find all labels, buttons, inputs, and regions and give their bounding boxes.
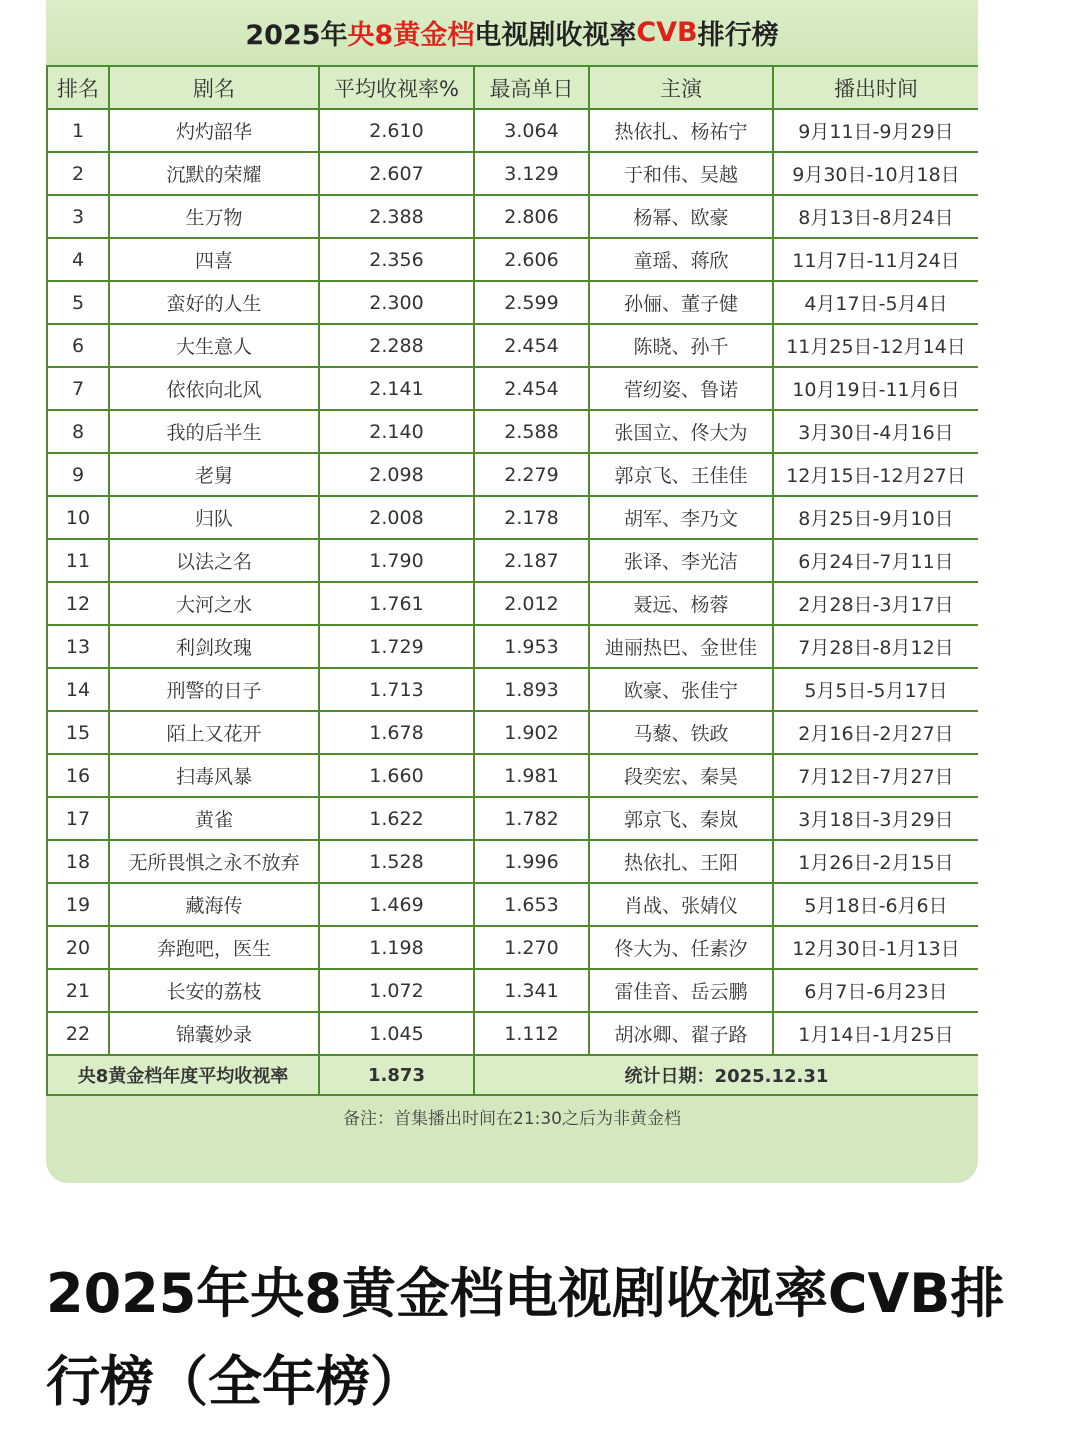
cell-cast: 陈晓、孙千 [589,324,773,367]
cell-title: 老舅 [109,453,319,496]
cell-peak-rating: 1.653 [474,883,589,926]
column-header: 平均收视率% [319,66,474,109]
cell-title: 利剑玫瑰 [109,625,319,668]
column-header: 排名 [47,66,109,109]
header-row [47,66,978,109]
cell-cast: 佟大为、任素汐 [589,926,773,969]
cell-air-dates: 12月15日-12月27日 [773,453,978,496]
cell-air-dates: 5月18日-6月6日 [773,883,978,926]
cell-cast: 童瑶、蒋欣 [589,238,773,281]
cell-title: 黄雀 [109,797,319,840]
cell-title: 长安的荔枝 [109,969,319,1012]
cell-title: 我的后半生 [109,410,319,453]
cell-peak-rating: 2.454 [474,367,589,410]
table-row [47,195,978,238]
cell-air-dates: 7月12日-7月27日 [773,754,978,797]
cell-air-dates: 1月14日-1月25日 [773,1012,978,1055]
post-heading: 2025年央8黄金档电视剧收视率CVB排行榜（全年榜） [46,1262,1005,1413]
cell-rank: 14 [47,668,109,711]
cell-air-dates: 9月30日-10月18日 [773,152,978,195]
cell-air-dates: 3月30日-4月16日 [773,410,978,453]
cell-peak-rating: 1.953 [474,625,589,668]
cell-rank: 1 [47,109,109,152]
cell-rank: 13 [47,625,109,668]
title-highlight: CVB [636,17,698,48]
cell-peak-rating: 2.599 [474,281,589,324]
cell-title: 蛮好的人生 [109,281,319,324]
cell-avg-rating: 1.678 [319,711,474,754]
cell-peak-rating: 1.341 [474,969,589,1012]
cell-air-dates: 6月24日-7月11日 [773,539,978,582]
table-row [47,324,978,367]
cell-title: 依依向北风 [109,367,319,410]
summary-date: 统计日期：2025.12.31 [474,1055,978,1095]
table-row [47,754,978,797]
cell-cast: 欧豪、张佳宁 [589,668,773,711]
cell-cast: 聂远、杨蓉 [589,582,773,625]
summary-label: 央8黄金档年度平均收视率 [47,1055,319,1095]
cell-air-dates: 2月28日-3月17日 [773,582,978,625]
summary-row [47,1055,978,1095]
cell-rank: 7 [47,367,109,410]
cell-title: 大河之水 [109,582,319,625]
cell-avg-rating: 1.072 [319,969,474,1012]
ratings-table [46,65,978,1096]
cell-peak-rating: 1.270 [474,926,589,969]
table-note: 备注：首集播出时间在21:30之后为非黄金档 [343,1108,681,1129]
table-title [46,0,978,65]
cell-peak-rating: 2.178 [474,496,589,539]
cell-cast: 张译、李光洁 [589,539,773,582]
cell-title: 奔跑吧，医生 [109,926,319,969]
cell-cast: 肖战、张婧仪 [589,883,773,926]
cell-title: 归队 [109,496,319,539]
cell-cast: 于和伟、吴越 [589,152,773,195]
cell-air-dates: 12月30日-1月13日 [773,926,978,969]
cell-rank: 22 [47,1012,109,1055]
title-part: 2025年 [245,20,348,51]
column-header: 主演 [589,66,773,109]
summary-value: 1.873 [319,1055,474,1095]
cell-cast: 菅纫姿、鲁诺 [589,367,773,410]
cell-peak-rating: 2.588 [474,410,589,453]
cell-avg-rating: 2.607 [319,152,474,195]
cell-rank: 16 [47,754,109,797]
cell-cast: 迪丽热巴、金世佳 [589,625,773,668]
cell-avg-rating: 1.790 [319,539,474,582]
cell-cast: 张国立、佟大为 [589,410,773,453]
cell-avg-rating: 1.660 [319,754,474,797]
cell-peak-rating: 2.806 [474,195,589,238]
table-row [47,797,978,840]
cell-rank: 3 [47,195,109,238]
cell-air-dates: 11月7日-11月24日 [773,238,978,281]
table-row [47,109,978,152]
table-row [47,152,978,195]
table-row [47,539,978,582]
cell-cast: 段奕宏、秦昊 [589,754,773,797]
cell-rank: 11 [47,539,109,582]
cell-air-dates: 10月19日-11月6日 [773,367,978,410]
cell-rank: 10 [47,496,109,539]
cell-peak-rating: 2.279 [474,453,589,496]
cell-air-dates: 9月11日-9月29日 [773,109,978,152]
cell-peak-rating: 2.187 [474,539,589,582]
cell-title: 陌上又花开 [109,711,319,754]
cell-peak-rating: 1.981 [474,754,589,797]
cell-title: 刑警的日子 [109,668,319,711]
column-header: 播出时间 [773,66,978,109]
cell-avg-rating: 2.356 [319,238,474,281]
cell-peak-rating: 1.893 [474,668,589,711]
cell-avg-rating: 2.098 [319,453,474,496]
cell-cast: 郭京飞、秦岚 [589,797,773,840]
cell-air-dates: 5月5日-5月17日 [773,668,978,711]
table-row [47,1012,978,1055]
cell-title: 藏海传 [109,883,319,926]
cell-cast: 胡冰卿、翟子路 [589,1012,773,1055]
cell-peak-rating: 2.606 [474,238,589,281]
table-row [47,367,978,410]
table-row [47,883,978,926]
cell-rank: 20 [47,926,109,969]
cell-title: 无所畏惧之永不放弃 [109,840,319,883]
cell-peak-rating: 3.129 [474,152,589,195]
column-header: 剧名 [109,66,319,109]
cell-air-dates: 6月7日-6月23日 [773,969,978,1012]
table-row [47,711,978,754]
cell-peak-rating: 1.996 [474,840,589,883]
cell-rank: 5 [47,281,109,324]
cell-avg-rating: 2.140 [319,410,474,453]
cell-air-dates: 1月26日-2月15日 [773,840,978,883]
cell-title: 四喜 [109,238,319,281]
table-row [47,926,978,969]
table-row [47,281,978,324]
cell-cast: 热依扎、王阳 [589,840,773,883]
table-row [47,840,978,883]
cell-avg-rating: 2.300 [319,281,474,324]
cell-air-dates: 8月13日-8月24日 [773,195,978,238]
cell-rank: 18 [47,840,109,883]
cell-rank: 6 [47,324,109,367]
cell-rank: 4 [47,238,109,281]
cell-air-dates: 11月25日-12月14日 [773,324,978,367]
cell-avg-rating: 1.198 [319,926,474,969]
cell-avg-rating: 2.008 [319,496,474,539]
cell-cast: 杨幂、欧豪 [589,195,773,238]
table-row [47,582,978,625]
cell-air-dates: 4月17日-5月4日 [773,281,978,324]
table-row [47,453,978,496]
table-row [47,668,978,711]
table-row [47,625,978,668]
cell-title: 沉默的荣耀 [109,152,319,195]
cell-peak-rating: 2.012 [474,582,589,625]
cell-avg-rating: 1.528 [319,840,474,883]
cell-rank: 2 [47,152,109,195]
table-row [47,969,978,1012]
cell-title: 灼灼韶华 [109,109,319,152]
cell-title: 生万物 [109,195,319,238]
column-header: 最高单日 [474,66,589,109]
cell-cast: 孙俪、董子健 [589,281,773,324]
cell-avg-rating: 1.729 [319,625,474,668]
cell-peak-rating: 3.064 [474,109,589,152]
cell-peak-rating: 1.112 [474,1012,589,1055]
cell-rank: 21 [47,969,109,1012]
cell-rank: 19 [47,883,109,926]
cell-avg-rating: 2.141 [319,367,474,410]
ratings-table-card [46,0,978,1183]
table-row [47,496,978,539]
cell-avg-rating: 1.045 [319,1012,474,1055]
cell-peak-rating: 1.902 [474,711,589,754]
cell-cast: 马藜、铁政 [589,711,773,754]
table-row [47,238,978,281]
cell-title: 扫毒风暴 [109,754,319,797]
cell-peak-rating: 2.454 [474,324,589,367]
cell-avg-rating: 1.713 [319,668,474,711]
cell-avg-rating: 1.761 [319,582,474,625]
cell-rank: 12 [47,582,109,625]
cell-air-dates: 8月25日-9月10日 [773,496,978,539]
cell-air-dates: 3月18日-3月29日 [773,797,978,840]
cell-avg-rating: 1.622 [319,797,474,840]
cell-cast: 热依扎、杨祐宁 [589,109,773,152]
cell-air-dates: 7月28日-8月12日 [773,625,978,668]
cell-cast: 郭京飞、王佳佳 [589,453,773,496]
cell-cast: 胡军、李乃文 [589,496,773,539]
cell-title: 以法之名 [109,539,319,582]
title-part: 排行榜 [697,20,779,51]
title-part: 电视剧收视率 [474,20,637,51]
cell-cast: 雷佳音、岳云鹏 [589,969,773,1012]
cell-title: 锦囊妙录 [109,1012,319,1055]
cell-avg-rating: 2.610 [319,109,474,152]
cell-peak-rating: 1.782 [474,797,589,840]
cell-avg-rating: 1.469 [319,883,474,926]
cell-avg-rating: 2.288 [319,324,474,367]
title-highlight: 央8黄金档 [347,20,475,51]
cell-air-dates: 2月16日-2月27日 [773,711,978,754]
cell-title: 大生意人 [109,324,319,367]
cell-rank: 9 [47,453,109,496]
cell-rank: 17 [47,797,109,840]
cell-rank: 15 [47,711,109,754]
cell-avg-rating: 2.388 [319,195,474,238]
cell-rank: 8 [47,410,109,453]
table-row [47,410,978,453]
